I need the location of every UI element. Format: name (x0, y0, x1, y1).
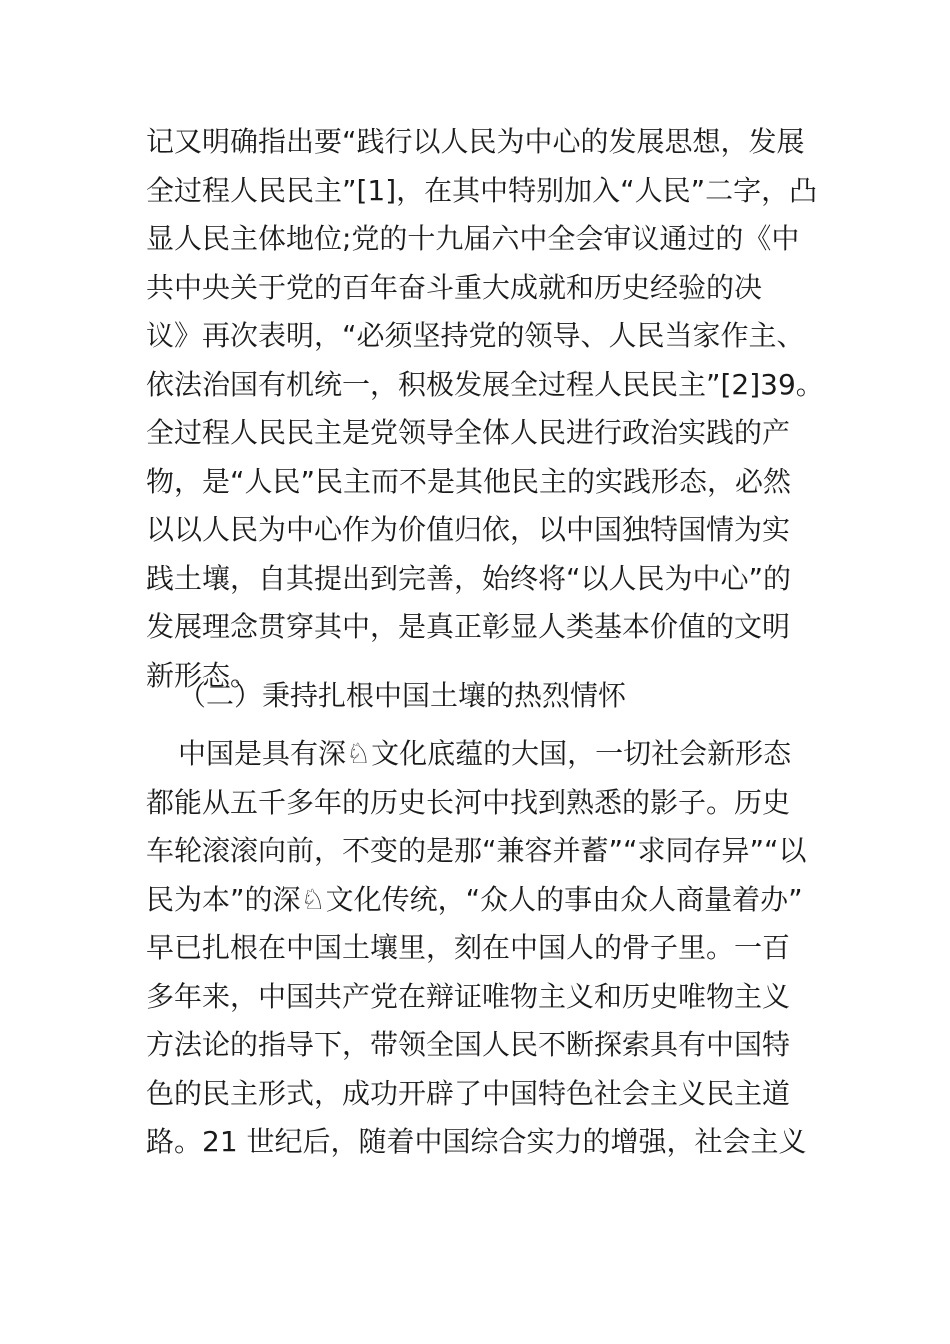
text-line: 议》再次表明，“必须坚持党的领导、人民当家作主、 (146, 319, 805, 352)
text-line: 多年来，中国共产党在辩证唯物主义和历史唯物主义 (146, 979, 791, 1013)
text-line: 都能从五千多年的历史长河中找到熟悉的影子。历史 (146, 785, 791, 819)
text-line: 民为本”的深♘文化传统，“众人的事由众人商量着办” (146, 882, 803, 916)
text-line: 共中央关于党的百年奋斗重大成就和历史经验的决 (146, 270, 763, 304)
text-line: 发展理念贯穿其中，是真正彰显人类基本价值的文明 (146, 610, 791, 643)
text-line: 全过程人民民主”[1]，在其中特别加入“人民”二字，凸 (146, 173, 818, 207)
text-line: 践土壤，自其提出到完善，始终将“以人民为中心”的 (146, 561, 792, 595)
paragraph-2 (146, 730, 826, 1167)
text-line: 物，是“人民”民主而不是其他民主的实践形态，必然 (146, 464, 792, 498)
section-heading (146, 672, 826, 721)
text-line: 色的民主形式，成功开辟了中国特色社会主义民主道 (146, 1076, 791, 1110)
text-line: 依法治国有机统一，积极发展全过程人民民主”[2]39。 (146, 367, 824, 401)
section-heading-text: （二）秉持扎根中国土壤的热烈情怀 (178, 679, 627, 712)
text-line: 早已扎根在中国土壤里，刻在中国人的骨子里。一百 (146, 931, 791, 964)
text-line: 车轮滚滚向前，不变的是那“兼容并蓄”“求同存异”“以 (146, 834, 807, 867)
text-line: 中国是具有深♘文化底蕴的大国，一切社会新形态 (178, 737, 792, 770)
text-line: 新形态。 (146, 658, 259, 692)
text-line: 记又明确指出要“践行以人民为中心的发展思想，发展 (146, 125, 805, 158)
text-line: 显人民主体地位;党的十九届六中全会审议通过的《中 (146, 222, 800, 255)
text-line: 以以人民为中心作为价值归依，以中国独特国情为实 (146, 513, 791, 546)
text-line: 全过程人民民主是党领导全体人民进行政治实践的产 (146, 416, 791, 449)
paragraph-1 (146, 118, 826, 700)
text-line: 路。21 世纪后，随着中国综合实力的增强，社会主义 (146, 1125, 807, 1158)
text-line: 方法论的指导下，带领全国人民不断探索具有中国特 (146, 1028, 791, 1061)
